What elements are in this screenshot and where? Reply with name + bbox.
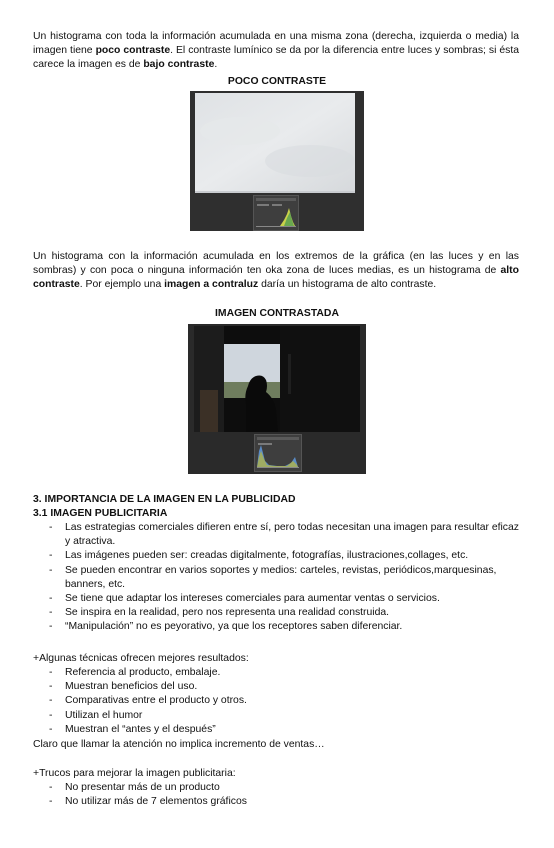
high-contrast-figure (188, 324, 366, 474)
figure1-caption: POCO CONTRASTE (227, 76, 327, 87)
list-item: - Muestran beneficios del uso. (33, 680, 519, 694)
intro-text-2: . El contraste lumínico se da por la diferencia entre luces y sombras; si ésta carece la imagen es de (33, 45, 520, 71)
section-title: 3. IMPORTANCIA DE LA IMAGEN EN LA PUBLICIDAD (33, 494, 296, 505)
intro-bold-2: bajo contraste (143, 59, 215, 71)
low-contrast-figure (190, 91, 364, 231)
section-bullet-list (33, 521, 519, 635)
list-item: - No utilizar más de 7 elementos gráficos (33, 795, 519, 809)
list-item: - Se tiene que adaptar los intereses comerciales para aumentar ventas o servicios. (33, 592, 519, 606)
list-item: - Comparativas entre el producto y otros. (33, 694, 519, 708)
list-item: - Utilizan el humor (33, 709, 519, 723)
intro-text-1: Un histograma con toda la información acumulada en una misma zona (derecha, izquierda o media) la imagen tiene (33, 31, 519, 57)
techniques-title: +Algunas técnicas ofrecen mejores resultados: (33, 653, 249, 664)
low-contrast-histogram (253, 195, 299, 231)
para2-bold-2: imagen a contraluz (164, 279, 259, 291)
techniques-list (33, 666, 519, 737)
para2-text-2: . Por ejemplo una (79, 279, 165, 291)
intro-bold-1: poco contraste (95, 45, 171, 57)
list-item: - Referencia al producto, embalaje. (33, 666, 519, 680)
intro-text-3: . (214, 59, 218, 71)
para2-text-3: daría un histograma de alto contraste. (258, 279, 437, 291)
para2-bold-1: alto contraste (33, 265, 519, 291)
high-contrast-paragraph (33, 250, 519, 293)
intro-paragraph (33, 30, 519, 73)
tricks-list (33, 781, 519, 809)
techniques-note: Claro que llamar la atención no implica incremento de ventas… (33, 739, 325, 750)
list-item: - Muestran el “antes y el después” (33, 723, 519, 737)
list-item: - Las estrategias comerciales difieren entre sí, pero todas necesitan una imagen para resultar eficaz y atractiva. (33, 521, 519, 549)
list-item: - Se pueden encontrar en varios soportes y medios: carteles, revistas, periódicos,marquesinas, banners, etc. (33, 564, 519, 592)
list-item: - Se inspira en la realidad, pero nos representa una realidad construida. (33, 606, 519, 620)
para2-text-1: Un histograma con la información acumulada en los extremos de la gráfica (en las luces y en las sombras) y con poca o ninguna información ten oka zona de luces medias, es un histograma de (33, 251, 519, 277)
list-item: - “Manipulación” no es peyorativo, ya que los receptores saben diferenciar. (33, 620, 519, 634)
figure2-caption: IMAGEN CONTRASTADA (215, 308, 339, 319)
high-contrast-histogram (254, 434, 302, 472)
list-item: - No presentar más de un producto (33, 781, 519, 795)
list-item: - Las imágenes pueden ser: creadas digitalmente, fotografías, ilustraciones,collages, etc. (33, 549, 519, 563)
tricks-title: +Trucos para mejorar la imagen publicitaria: (33, 768, 236, 779)
section-subtitle: 3.1 IMAGEN PUBLICITARIA (33, 508, 168, 519)
